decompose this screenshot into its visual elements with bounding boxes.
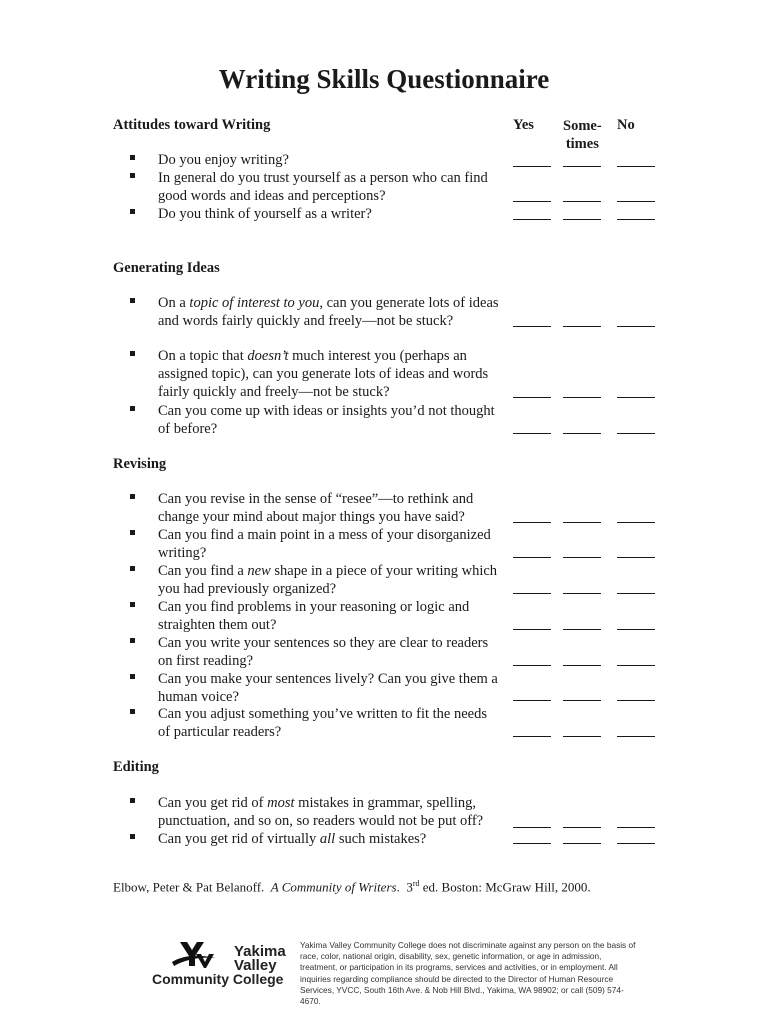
question-text: Do you think of yourself as a writer?: [158, 206, 372, 222]
question-item: [130, 526, 500, 562]
question-item: [130, 347, 500, 401]
question-text: Do you enjoy writing?: [158, 152, 289, 168]
section-heading-revising: Revising: [113, 456, 167, 472]
page-title: Writing Skills Questionnaire: [218, 64, 550, 94]
question-emphasis: new: [247, 563, 271, 579]
bullet-icon: [130, 602, 135, 607]
column-sometimes-line1: Some-: [563, 118, 602, 134]
question-text: Can you come up with ideas or insights you’d not thought of before?: [158, 403, 495, 437]
question-item: [130, 169, 500, 205]
question-text: Can you find problems in your reasoning or logic and straighten them out?: [158, 599, 470, 633]
bullet-icon: [130, 834, 135, 839]
bullet-icon: [130, 674, 135, 679]
answer-blank[interactable]: [513, 827, 551, 828]
citation-edition: 3: [406, 879, 413, 895]
answer-blank[interactable]: [617, 433, 655, 434]
bullet-icon: [130, 209, 135, 214]
bullet-icon: [130, 351, 135, 356]
column-yes: Yes: [513, 117, 534, 133]
bullet-icon: [130, 298, 135, 303]
answer-blank[interactable]: [563, 736, 601, 737]
question-item: [130, 294, 500, 330]
answer-blank[interactable]: [617, 326, 655, 327]
question-item: [130, 634, 500, 670]
answer-blank[interactable]: [563, 166, 601, 167]
question-item: [130, 205, 500, 223]
bullet-icon: [130, 709, 135, 714]
question-text-part: On a topic that: [158, 348, 248, 364]
question-text: Can you adjust something you’ve written to fit the needs of particular readers?: [158, 706, 488, 740]
section-heading-generating: Generating Ideas: [113, 260, 220, 276]
answer-blank[interactable]: [513, 522, 551, 523]
answer-blank[interactable]: [513, 397, 551, 398]
section-heading-editing: Editing: [113, 759, 159, 775]
answer-blank[interactable]: [563, 665, 601, 666]
question-emphasis: all: [319, 831, 336, 847]
answer-blank[interactable]: [563, 326, 601, 327]
column-sometimes-line2: times: [565, 136, 599, 152]
bullet-icon: [130, 638, 135, 643]
question-item: [130, 562, 500, 598]
question-text-part: such mistakes?: [335, 831, 427, 847]
answer-blank[interactable]: [513, 557, 551, 558]
answer-blank[interactable]: [617, 166, 655, 167]
answer-blank[interactable]: [617, 397, 655, 398]
answer-blank[interactable]: [513, 593, 551, 594]
question-text: In general do you trust yourself as a person who can find good words and ideas and perceptions?: [158, 170, 488, 204]
question-item: [130, 670, 500, 706]
answer-blank[interactable]: [563, 522, 601, 523]
question-emphasis: most: [267, 795, 295, 811]
answer-blank[interactable]: [513, 219, 551, 220]
question-text-part: Can you get rid of virtually: [158, 831, 320, 847]
question-text-part: On a: [158, 295, 190, 311]
answer-blank[interactable]: [617, 700, 655, 701]
answer-blank[interactable]: [617, 593, 655, 594]
answer-blank[interactable]: [513, 629, 551, 630]
question-text-part: much interest you (perhaps an assigned topic), can you generate lots of ideas and words fairly quickly and freely—not be stuck?: [158, 348, 489, 400]
question-text: [158, 347, 500, 401]
college-logo: [152, 940, 292, 992]
answer-blank[interactable]: [563, 433, 601, 434]
answer-blank[interactable]: [513, 736, 551, 737]
answer-blank[interactable]: [617, 665, 655, 666]
answer-blank[interactable]: [617, 201, 655, 202]
citation-rest: ed. Boston: McGraw Hill, 2000.: [419, 879, 591, 895]
bullet-icon: [130, 530, 135, 535]
answer-blank[interactable]: [513, 433, 551, 434]
logo-line2: Valley: [234, 957, 277, 974]
answer-blank[interactable]: [563, 201, 601, 202]
bullet-icon: [130, 155, 135, 160]
question-emphasis: doesn’t: [247, 348, 289, 364]
answer-blank[interactable]: [617, 736, 655, 737]
question-emphasis: topic of interest to you: [189, 295, 320, 311]
question-text-part: Can you find a: [158, 563, 248, 579]
answer-blank[interactable]: [513, 166, 551, 167]
question-text: [158, 794, 500, 830]
answer-blank[interactable]: [617, 843, 655, 844]
answer-blank[interactable]: [617, 827, 655, 828]
section-heading-attitudes: Attitudes toward Writing: [113, 117, 271, 133]
question-text: Can you write your sentences so they are clear to readers on first reading?: [158, 635, 489, 669]
question-text: [158, 562, 500, 598]
answer-blank[interactable]: [513, 700, 551, 701]
bullet-icon: [130, 566, 135, 571]
answer-blank[interactable]: [617, 522, 655, 523]
answer-blank[interactable]: [563, 629, 601, 630]
nondiscrimination-disclaimer: Yakima Valley Community College does not discriminate against any person on the basis of race, color, national origin, disability, sex, genetic information, or age in admission, treatment, or participation in its programs, services and activities, or in employment. All inquiries regarding compliance should be directed to the Director of Human Resource Services, YVCC, South 16th Ave. & Nob Hill Blvd., Yakima, WA 98902; or call (509) 574-4670.: [300, 940, 636, 1007]
citation-authors: Elbow, Peter & Pat Belanoff.: [113, 879, 265, 895]
question-item: [130, 705, 500, 741]
answer-blank[interactable]: [617, 629, 655, 630]
answer-blank[interactable]: [563, 827, 601, 828]
question-item: [130, 794, 500, 830]
question-item: [130, 151, 500, 169]
bullet-icon: [130, 406, 135, 411]
bullet-icon: [130, 494, 135, 499]
question-text-part: Can you get rid of: [158, 795, 268, 811]
question-text-part: mistakes in grammar, spelling, punctuation, and so on, so readers would not be put off?: [158, 795, 484, 829]
answer-blank[interactable]: [513, 326, 551, 327]
question-text: [158, 830, 500, 848]
answer-blank[interactable]: [563, 557, 601, 558]
answer-blank[interactable]: [513, 201, 551, 202]
citation: Elbow, Peter & Pat Belanoff. A Community of Writers. 3rd ed. Boston: McGraw Hill, 2000.: [113, 879, 591, 895]
question-text-part: , can you generate lots of ideas and words fairly quickly and freely—not be stuck?: [158, 295, 499, 329]
answer-blank[interactable]: [563, 593, 601, 594]
answer-blank[interactable]: [563, 219, 601, 220]
question-text: Can you make your sentences lively? Can you give them a human voice?: [158, 671, 498, 705]
question-item: [130, 490, 500, 526]
question-item: [130, 402, 500, 438]
question-text: Can you find a main point in a mess of your disorganized writing?: [158, 527, 491, 561]
column-no: No: [617, 117, 635, 133]
answer-blank[interactable]: [617, 557, 655, 558]
question-text: Can you revise in the sense of “resee”—to rethink and change your mind about major things you have said?: [158, 491, 474, 525]
answer-blank[interactable]: [513, 843, 551, 844]
answer-blank[interactable]: [563, 843, 601, 844]
question-item: [130, 830, 500, 848]
bullet-icon: [130, 798, 135, 803]
question-text-part: shape in a piece of your writing which you had previously organized?: [158, 563, 498, 597]
answer-blank[interactable]: [563, 700, 601, 701]
answer-blank[interactable]: [513, 665, 551, 666]
question-text: [158, 294, 500, 330]
answer-blank[interactable]: [563, 397, 601, 398]
citation-book: A Community of Writers: [270, 879, 397, 895]
citation-edition-sup: rd: [412, 879, 420, 888]
logo-line1: Yakima: [234, 943, 286, 960]
logo-line3: Community College: [152, 971, 284, 987]
answer-blank[interactable]: [617, 219, 655, 220]
column-sometimes: [563, 117, 602, 153]
question-item: [130, 598, 500, 634]
bullet-icon: [130, 173, 135, 178]
